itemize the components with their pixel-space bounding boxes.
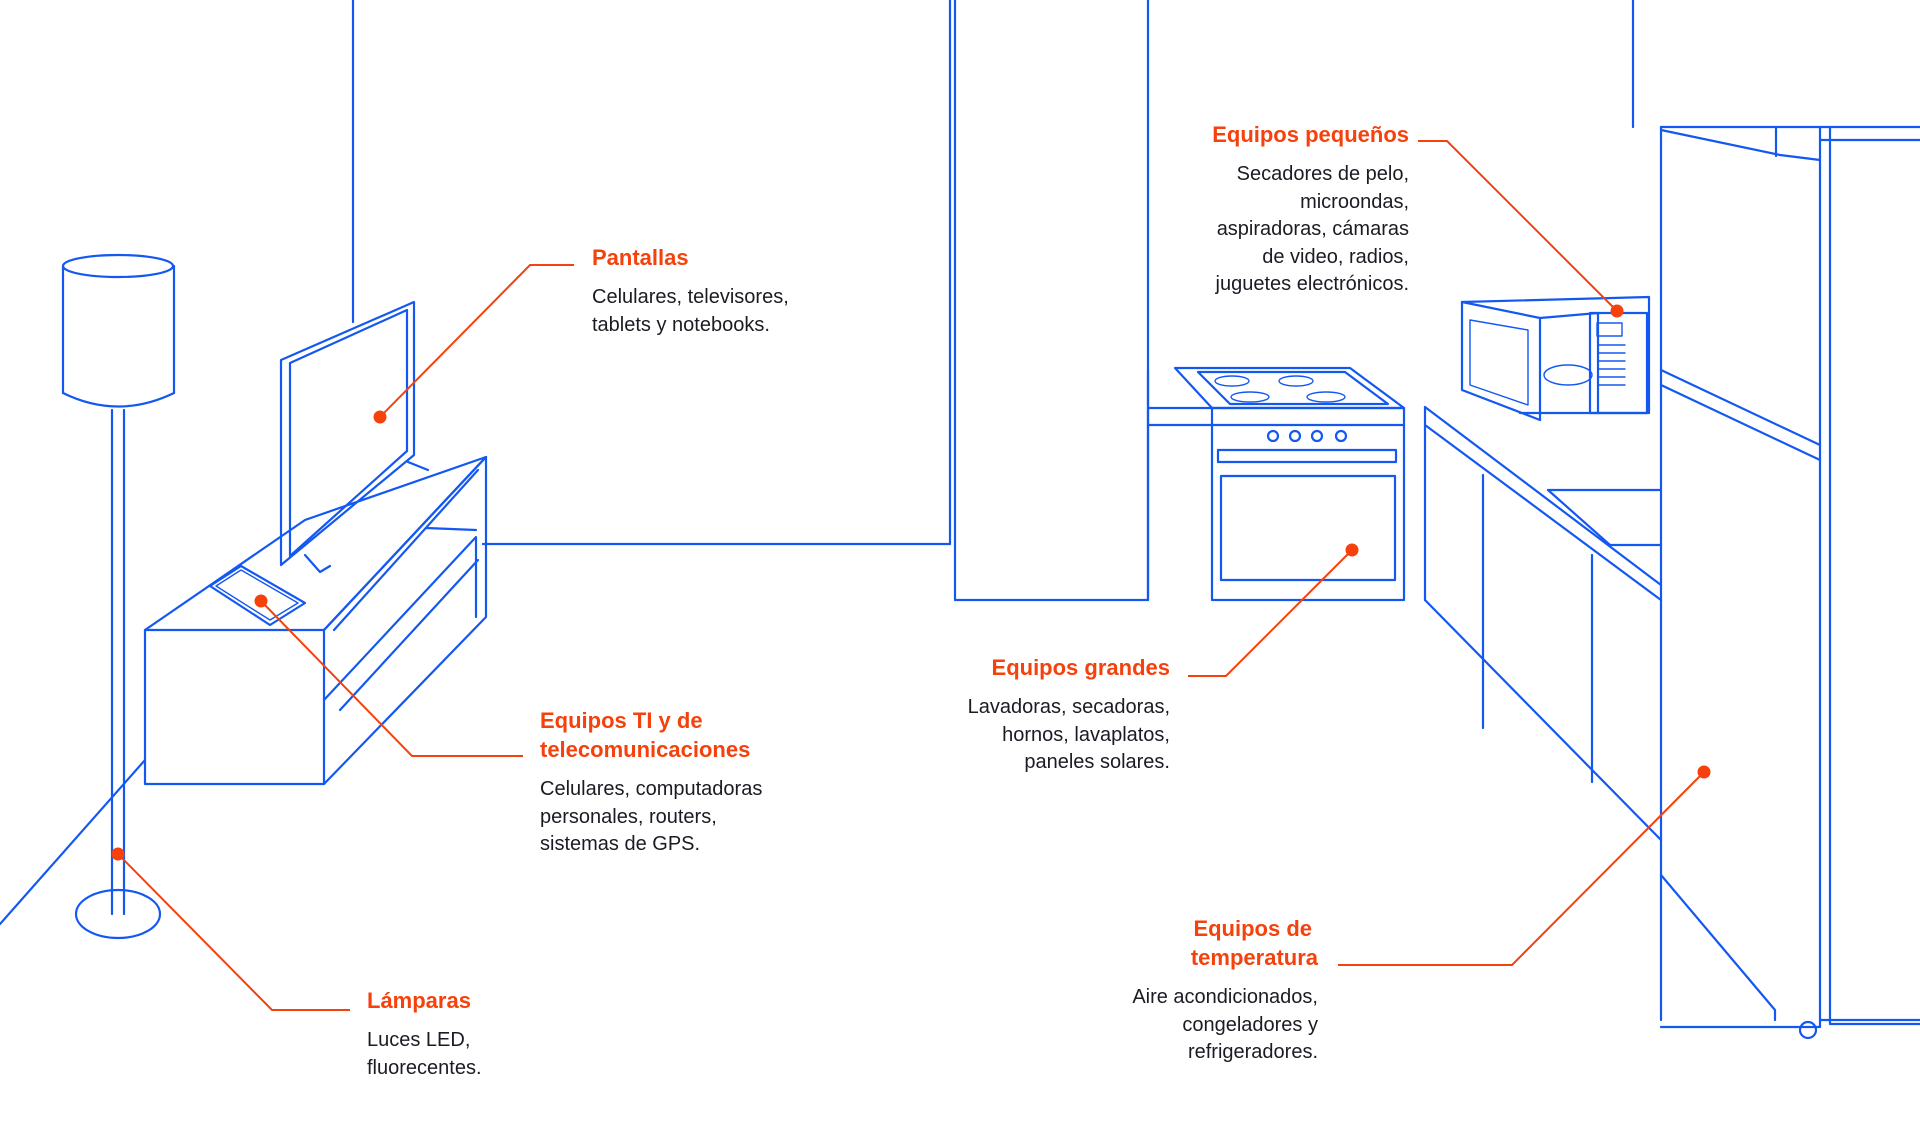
callout-equipos-pequenos — [1212, 120, 1409, 299]
callout-text-line: hornos, lavaplatos, — [1002, 723, 1170, 746]
callout-title: Lámparas — [367, 988, 471, 1013]
callout-text-line: juguetes electrónicos. — [1215, 273, 1409, 295]
callout-title: Equipos pequeños — [1212, 122, 1409, 147]
callout-text-line: tablets y notebooks. — [592, 313, 770, 336]
callout-text-line: sistemas de GPS. — [540, 833, 701, 855]
callout-equipos-ti — [540, 706, 762, 859]
tv-stand — [145, 457, 486, 784]
callout-text-line: refrigeradores. — [1187, 1041, 1318, 1063]
callout-text-line: Celulares, televisores, — [592, 286, 789, 308]
refrigerator — [1661, 127, 1920, 1038]
callout-text-line: paneles solares. — [1024, 751, 1170, 773]
callout-equipos-temperatura — [1132, 914, 1318, 1067]
callout-text-line: Secadores de pelo, — [1236, 163, 1409, 185]
callout-text-line: Lavadoras, secadoras, — [967, 696, 1170, 718]
callout-title: Pantallas — [592, 245, 689, 270]
callout-lamparas — [367, 986, 482, 1082]
callout-text-line: aspiradoras, cámaras — [1216, 218, 1409, 240]
callout-text-line: congeladores y — [1182, 1013, 1318, 1036]
callout-title: telecomunicaciones — [540, 737, 751, 762]
callout-text-line: microondas, — [1300, 190, 1409, 213]
callout-text-line: Celulares, computadoras — [540, 778, 763, 800]
callout-title: temperatura — [1190, 945, 1318, 970]
callout-text-line: de video, radios, — [1262, 245, 1409, 268]
callout-title: Equipos TI y de — [540, 708, 703, 733]
callout-leaders — [112, 141, 1711, 1010]
callout-text-line: personales, routers, — [540, 805, 717, 828]
television — [281, 302, 428, 572]
callout-text-line: Aire acondicionados, — [1132, 986, 1318, 1008]
callout-title: Equipos grandes — [991, 655, 1170, 680]
callout-title: Equipos de — [1193, 916, 1312, 941]
callout-text-line: fluorecentes. — [367, 1056, 482, 1079]
callout-pantallas — [592, 243, 789, 339]
callout-text-line: Luces LED, — [367, 1029, 471, 1051]
callout-equipos-grandes — [968, 653, 1170, 777]
stove-oven — [1175, 368, 1404, 600]
